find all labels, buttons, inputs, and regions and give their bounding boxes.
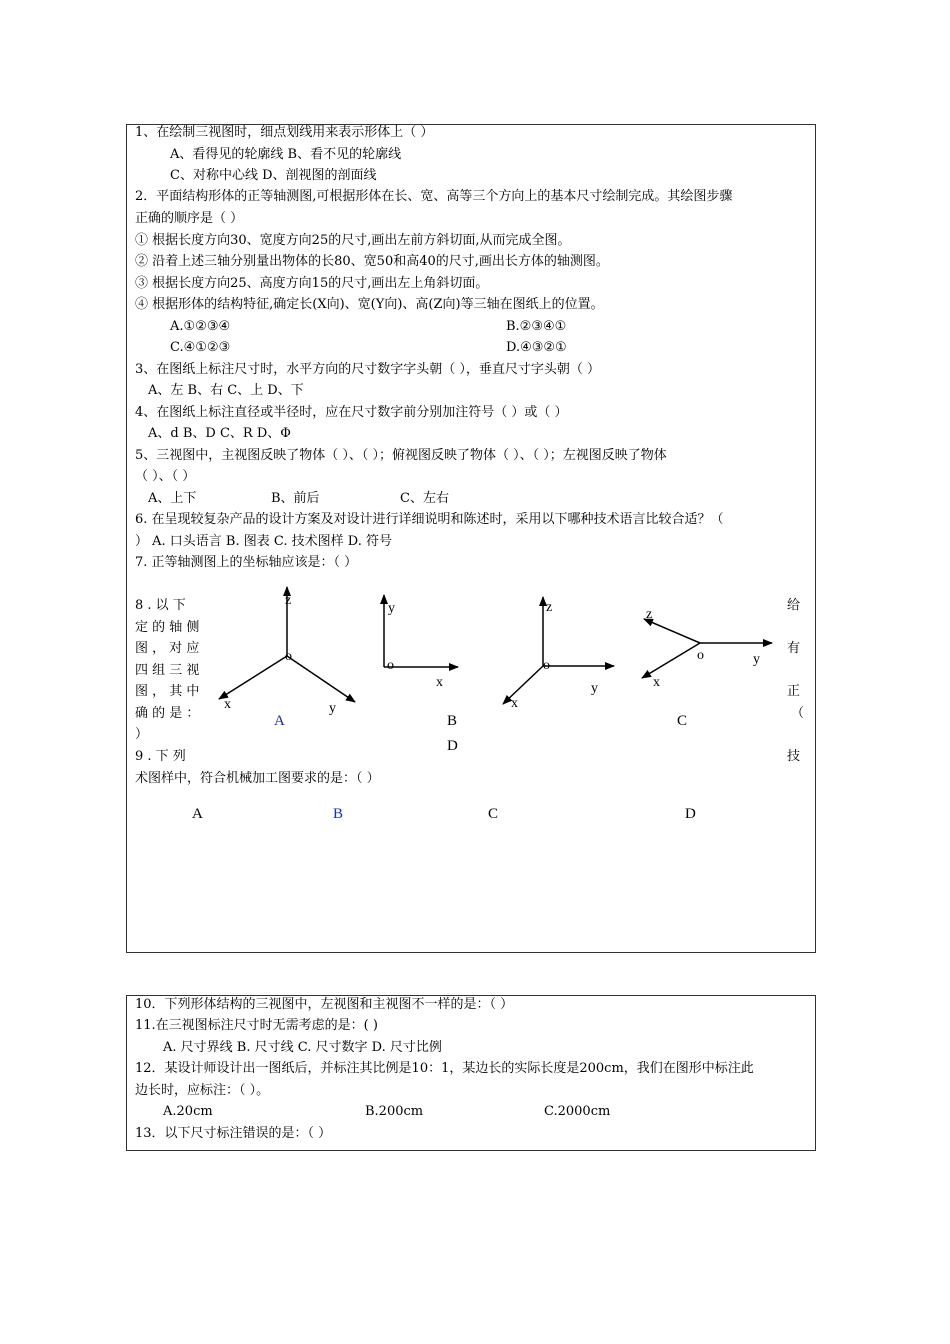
q8-right-char-2: 有 xyxy=(787,641,801,656)
q9-stem-line2: 术图样中，符合机械加工图要求的是：（ ） xyxy=(135,771,380,786)
axis-d-o-label: o xyxy=(697,648,704,663)
axis-a-x-label: x xyxy=(224,697,231,712)
q5-stem-line1: 5、三视图中，主视图反映了物体（ ）、（ ）；俯视图反映了物体（ ）、（ ）；左视图反映了物体 xyxy=(135,448,667,463)
q12-option-a: A.20cm xyxy=(163,1104,213,1119)
axis-c-z-label: z xyxy=(546,600,553,615)
q8-text-line4: 四 组 三 视 xyxy=(135,663,200,678)
axis-c-y-label: y xyxy=(591,681,598,696)
q2-step2: ② 沿着上述三轴分别量出物体的长80、宽50和高40的尺寸,画出长方体的轴测图。 xyxy=(135,254,609,269)
q12-stem-line1: 12．某设计师设计出一图纸后，并标注其比例是10：1，某边长的实际长度是200cm，我们在图形中标注此 xyxy=(135,1061,754,1076)
q2-option-b: B.②③④① xyxy=(506,319,567,334)
q7-stem: 7. 正等轴测图上的坐标轴应该是：（ ） xyxy=(135,555,358,570)
q8-right-char-4: （ xyxy=(791,706,805,721)
q8-close-paren: ） xyxy=(135,727,149,742)
q2-step3: ③ 根据长度方向25、高度方向15的尺寸,画出左上角斜切面。 xyxy=(135,276,489,291)
q9-label-d: D xyxy=(685,806,696,822)
q11-options: A. 尺寸界线 B. 尺寸线 C. 尺寸数字 D. 尺寸比例 xyxy=(163,1040,442,1055)
q9-label-a: A xyxy=(192,806,203,822)
q9-label-c: C xyxy=(488,806,499,822)
axis-b-y-label: y xyxy=(388,601,395,616)
q2-stem-line1: 2．平面结构形体的正等轴测图,可根据形体在长、宽、高等三个方向上的基本尺寸绘制完成。其绘图步骤 xyxy=(135,189,733,204)
axis-c-x-label: x xyxy=(511,696,518,711)
q4-stem: 4、在图纸上标注直径或半径时，应在尺寸数字前分别加注符号（ ）或（ ） xyxy=(135,405,568,420)
q13-stem: 13．以下尺寸标注错误的是：（ ） xyxy=(135,1126,332,1141)
q8-label-a: A xyxy=(274,713,285,729)
q8-text-line6: 确 的 是 ： xyxy=(135,706,200,721)
axis-b-o-label: o xyxy=(387,658,394,673)
q8-label-c: C xyxy=(677,713,688,729)
q2-option-c: C.④①②③ xyxy=(170,340,231,355)
q1-stem: 1、在绘制三视图时，细点划线用来表示形体上（ ） xyxy=(135,125,434,140)
q5-option-c: C、左右 xyxy=(400,491,449,506)
q8-label-d: D xyxy=(447,738,458,754)
q4-options: A、d B、D C、R D、Φ xyxy=(148,426,291,441)
q3-options: A、左 B、右 C、上 D、下 xyxy=(148,383,304,398)
q5-option-a: A、上下 xyxy=(148,491,197,506)
q1-options-ab: A、看得见的轮廓线 B、看不见的轮廓线 xyxy=(170,147,402,162)
q8-label-b: B xyxy=(447,713,458,729)
axis-c-o-label: o xyxy=(543,658,550,673)
q8-text-line1: 8 . 以 下 xyxy=(135,598,186,613)
q12-stem-line2: 边长时，应标注：（ ）。 xyxy=(135,1083,270,1098)
q5-option-b: B、前后 xyxy=(271,491,320,506)
axis-d-z-label: z xyxy=(646,607,653,622)
q12-option-c: C.2000cm xyxy=(544,1104,611,1119)
q9-label-b: B xyxy=(333,806,344,822)
q1-options-cd: C、对称中心线 D、剖视图的剖面线 xyxy=(170,168,377,183)
q8-text-line2: 定 的 轴 侧 xyxy=(135,620,200,635)
axis-diagram-d xyxy=(642,619,772,678)
axis-d-y-label: y xyxy=(753,652,760,667)
q10-stem: 10．下列形体结构的三视图中，左视图和主视图不一样的是：（ ） xyxy=(135,997,514,1012)
axis-a-y-label: y xyxy=(329,701,336,716)
q8-right-char-1: 给 xyxy=(787,598,801,613)
q5-stem-line2: （ ）、（ ） xyxy=(135,469,196,484)
q6-stem-line1: 6. 在呈现较复杂产品的设计方案及对设计进行详细说明和陈述时，采用以下哪种技术语言比较合适？（ xyxy=(135,512,724,527)
q9-stem-right: 技 xyxy=(787,749,801,764)
axis-d-x-label: x xyxy=(653,675,660,690)
q8-text-line5: 图 ， 其 中 xyxy=(135,684,200,699)
axis-a-o-label: o xyxy=(285,649,292,664)
q3-stem: 3、在图纸上标注尺寸时，水平方向的尺寸数字字头朝（ ），垂直尺寸字头朝（ ） xyxy=(135,362,601,377)
q11-stem: 11.在三视图标注尺寸时无需考虑的是：( ) xyxy=(135,1018,378,1033)
q2-option-a: A.①②③④ xyxy=(170,319,231,334)
axis-b-x-label: x xyxy=(436,675,443,690)
q2-step4: ④ 根据形体的结构特征,确定长(X向)、宽(Y向)、高(Z向)等三轴在图纸上的位置。 xyxy=(135,297,604,312)
q2-option-d: D.④③②① xyxy=(506,340,567,355)
q2-step1: ① 根据长度方向30、宽度方向25的尺寸,画出左前方斜切面,从而完成全图。 xyxy=(135,233,571,248)
axis-diagram-b xyxy=(384,595,458,667)
q2-stem-line2: 正确的顺序是（ ） xyxy=(135,211,244,226)
q12-option-b: B.200cm xyxy=(365,1104,424,1119)
q9-stem-left: 9 . 下 列 xyxy=(135,749,186,764)
q8-text-line3: 图 ， 对 应 xyxy=(135,641,200,656)
axis-a-z-label: z xyxy=(285,593,292,608)
q6-stem-line2: ） A. 口头语言 B. 图表 C. 技术图样 D. 符号 xyxy=(135,534,392,549)
q8-right-char-3: 正 xyxy=(787,684,801,699)
